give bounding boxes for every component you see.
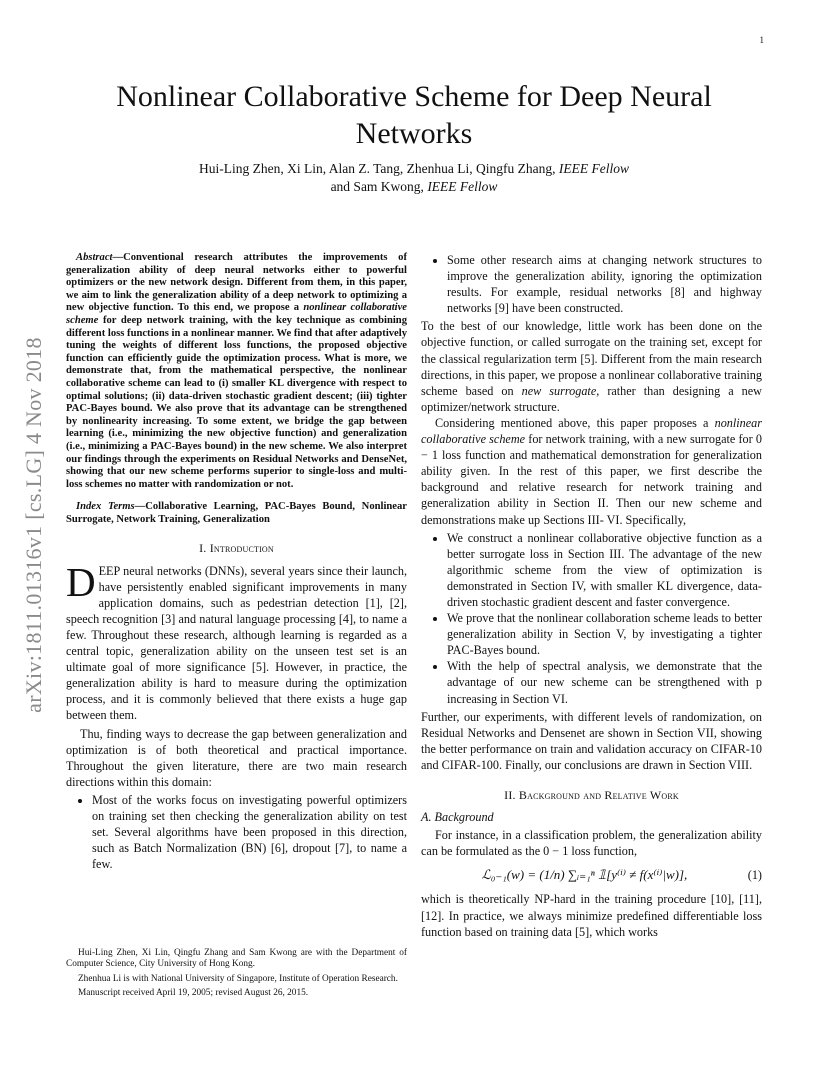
contribution-list bbox=[421, 530, 762, 707]
arxiv-sidebar-stamp bbox=[20, 285, 48, 765]
paper-title: Nonlinear Collaborative Scheme for Deep Neural Networks bbox=[116, 80, 712, 150]
abstract-label: Abstract bbox=[76, 252, 113, 263]
intro-paragraph-1: DEEP neural networks (DNNs), several years since their launch, have persistently enabled significant improvements in many application domains, such as pedestrian detection [1], [2], speech recognition [3] and natural language processing [4], to name a few. Throughout these research, although learning is regarded as a central topic, generalization ability on the unseen test set is an ultimate goal of more significance [5]. However, in practice, the generalization ability is hard to measure during the optimization process, and it is commonly believed that there exists a huge gap between them. bbox=[66, 558, 407, 723]
abstract-emphasis: nonlinear collaborative scheme bbox=[66, 302, 407, 326]
subsection-heading-background: A. Background bbox=[421, 810, 494, 825]
background-paragraph-1: For instance, in a classification problem, the generalization ability can be formulated as the 0 − 1 loss function, bbox=[421, 828, 762, 859]
section-heading-background: II. Background and Relative Work bbox=[504, 788, 679, 802]
equation-1 bbox=[421, 867, 762, 883]
list-item: • We construct a nonlinear collaborative objective function as a better surrogate loss in Section III. The advantage of the new algorithmic scheme from the view of optimization is demonstrated in Section IV, with smaller KL divergence, data-driven stochastic gradient descent and faster convergence. bbox=[447, 530, 762, 610]
arxiv-identifier: arXiv:1811.01316v1 [cs.LG] 4 Nov 2018 bbox=[21, 337, 46, 713]
footnote-manuscript: Manuscript received April 19, 2005; revised August 26, 2015. bbox=[78, 988, 309, 999]
footnote-affiliation-2: Zhenhua Li is with National University of Singapore, Institute of Operation Research. bbox=[78, 973, 398, 984]
authors-line-1: Hui-Ling Zhen, Xi Lin, Alan Z. Tang, Zhenhua Li, Qingfu Zhang, bbox=[199, 161, 556, 176]
equation-body: ℒ₀₋₁(w) = (1/n) ∑ᵢ₌₁ⁿ 𝟙[y⁽ⁱ⁾ ≠ f(x⁽ⁱ⁾|w)], bbox=[481, 867, 688, 883]
intro-paragraph-2: Thu, finding ways to decrease the gap between generalization and optimization is of both theoretical and practical importance. Throughout the given literature, there are two main research directions within this domain: bbox=[66, 726, 407, 789]
authors-line-2: and Sam Kwong, bbox=[330, 179, 424, 194]
section-heading-introduction: I. Introduction bbox=[199, 541, 274, 556]
index-terms: Index Terms—Collaborative Learning, PAC-Bayes Bound, Nonlinear Surrogate, Network Training, Generalization bbox=[66, 501, 407, 525]
right-paragraph-3: Further, our experiments, with different levels of randomization, on Residual Networks and Densenet are shown in Section VII, showing the better performance on train and validation accuracy on CIFAR-10 and CIFAR-100. Finally, our conclusions are drawn in Section VIII. bbox=[421, 709, 762, 772]
right-column bbox=[421, 252, 762, 940]
equation-number: (1) bbox=[747, 868, 762, 883]
background-paragraph-2: which is theoretically NP-hard in the training procedure [10], [11], [12]. In practice, we always minimize predefined differentiable loss function based on training data [5], which works bbox=[421, 892, 762, 939]
authors-fellow-2: IEEE Fellow bbox=[427, 179, 498, 194]
right-paragraph-2: Considering mentioned above, this paper proposes a nonlinear collaborative scheme for network training, with a new surrogate for 0 − 1 loss function and mathematical demonstration for generalization ability given. In the rest of this paper, we first describe the background and relative research for network training and generalization ability in Section II. Then our new scheme and demonstrations make up Sections III- VI. Specifically, bbox=[421, 415, 762, 527]
authors-fellow-1: IEEE Fellow bbox=[558, 161, 629, 176]
footnotes bbox=[66, 948, 407, 1003]
index-terms-label: Index Terms bbox=[76, 501, 135, 513]
page-number: 1 bbox=[759, 35, 764, 45]
intro-bullet-list bbox=[66, 792, 407, 872]
list-item: • Most of the works focus on investigating powerful optimizers on training set then checking the generalization ability on test set. Several algorithms have been proposed in this direction, such as Batch Normalization (BN) [6], dropout [7], to name a few. bbox=[92, 792, 407, 872]
footnote-affiliation-1: Hui-Ling Zhen, Xi Lin, Qingfu Zhang and Sam Kwong are with the Department of Computer Science, City University of Hong Kong. bbox=[66, 948, 407, 970]
abstract: Abstract—Conventional research attributes the improvements of generalization ability of deep neural networks either to powerful optimizers or the new network design. Different from them, in this paper, we aim to link the generalization ability of a deep network to optimizing a new objective function. To this end, we propose a nonlinear collaborative scheme for deep network training, with the key technique as combining different loss functions in a nonlinear manner. We find that after adaptively tuning the weights of different loss functions, the proposed objective function can efficiently guide the optimization process. What is more, we demonstrate that, from the mathematical perspective, the nonlinear collaborative scheme can lead to (i) smaller KL divergence with respect to optimal solutions; (ii) data-driven stochastic gradient descent; (iii) tighter PAC-Bayes bound. We also prove that its advantage can be strengthened by nonlinearity increasing. To some extent, we bridge the gap between learning (i.e., minimizing the new objective function) and generalization (i.e., minimizing a PAC-Bayes bound) in the new scheme. We also interpret our findings through the experiments on Residual Networks and DenseNet, showing that our new scheme performs superior to single-loss and multi-loss schemes no matter with randomization or not. bbox=[66, 252, 407, 490]
research-direction-list bbox=[421, 252, 762, 316]
left-column bbox=[66, 252, 407, 874]
drop-cap: D bbox=[66, 558, 96, 605]
list-item: • We prove that the nonlinear collaboration scheme leads to better generalization ability in Section V, by investigating a tighter PAC-Bayes bound. bbox=[447, 610, 762, 658]
right-paragraph-1: To the best of our knowledge, little work has been done on the objective function, or called surrogate on the training set, except for the classical regularization term [5]. Different from the main research directions, in this paper, we propose a nonlinear collaborative training scheme based on new surrogate, rather than designing a new optimizer/network structure. bbox=[421, 319, 762, 414]
list-item: • Some other research aims at changing network structures to improve the generalization ability, ignoring the optimization results. For example, residual networks [8] and highway networks [9] have been constructed. bbox=[447, 252, 762, 316]
author-list bbox=[60, 160, 768, 196]
list-item: • With the help of spectral analysis, we demonstrate that the advantage of our new scheme can be strengthened with p increasing in Section VI. bbox=[447, 658, 762, 706]
